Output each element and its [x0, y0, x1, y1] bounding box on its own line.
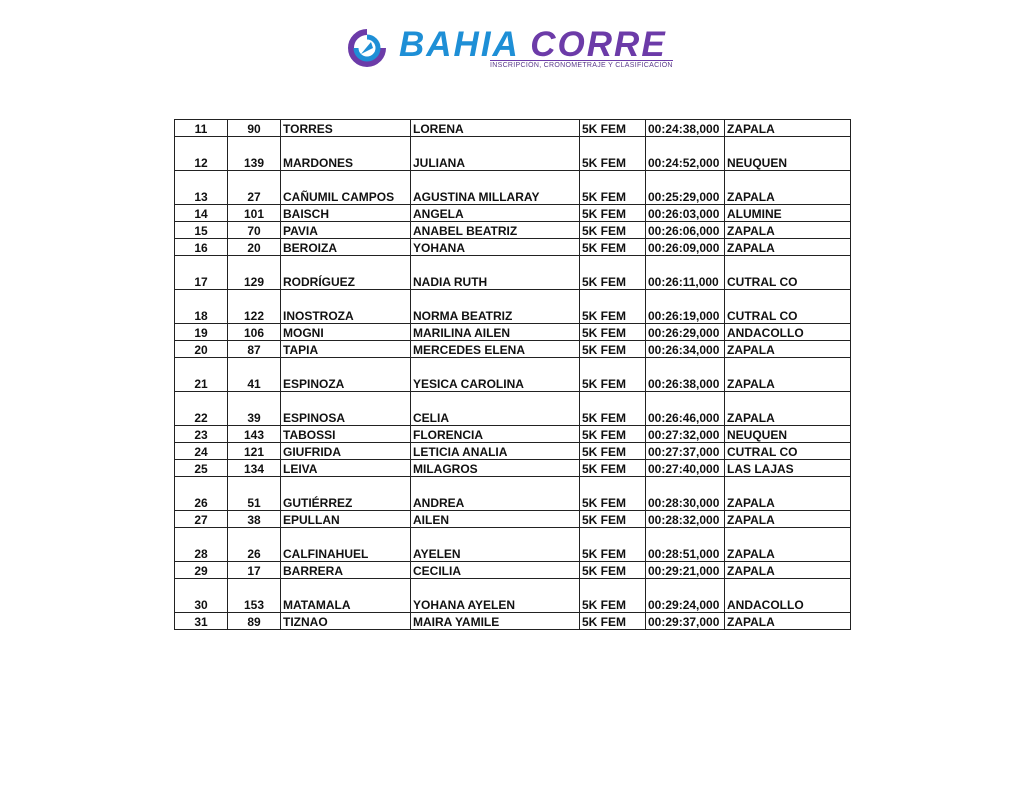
bib-cell: 121 [228, 443, 281, 460]
results-table [174, 119, 851, 630]
place-cell: 26 [175, 477, 228, 511]
category-cell: 5K FEM [580, 239, 646, 256]
name-cell: MARILINA AILEN [411, 324, 580, 341]
city-cell: ANDACOLLO [725, 324, 851, 341]
bib-cell: 153 [228, 579, 281, 613]
surname-cell: CALFINAHUEL [281, 528, 411, 562]
table-row [175, 358, 851, 392]
bib-cell: 90 [228, 120, 281, 137]
category-cell: 5K FEM [580, 460, 646, 477]
place-cell: 19 [175, 324, 228, 341]
bib-cell: 143 [228, 426, 281, 443]
city-cell: ANDACOLLO [725, 579, 851, 613]
table-row [175, 477, 851, 511]
name-cell: AYELEN [411, 528, 580, 562]
name-cell: ANABEL BEATRIZ [411, 222, 580, 239]
bib-cell: 26 [228, 528, 281, 562]
category-cell: 5K FEM [580, 290, 646, 324]
city-cell: ZAPALA [725, 511, 851, 528]
city-cell: ZAPALA [725, 613, 851, 630]
city-cell: ZAPALA [725, 358, 851, 392]
table-row [175, 324, 851, 341]
category-cell: 5K FEM [580, 205, 646, 222]
city-cell: ALUMINE [725, 205, 851, 222]
name-cell: CELIA [411, 392, 580, 426]
category-cell: 5K FEM [580, 443, 646, 460]
city-cell: ZAPALA [725, 528, 851, 562]
name-cell: JULIANA [411, 137, 580, 171]
time-cell: 00:26:34,000 [646, 341, 725, 358]
surname-cell: PAVIA [281, 222, 411, 239]
place-cell: 31 [175, 613, 228, 630]
table-row [175, 290, 851, 324]
table-row [175, 443, 851, 460]
category-cell: 5K FEM [580, 579, 646, 613]
place-cell: 16 [175, 239, 228, 256]
surname-cell: ESPINOZA [281, 358, 411, 392]
city-cell: NEUQUEN [725, 426, 851, 443]
bahia-corre-logo [347, 26, 687, 72]
city-cell: CUTRAL CO [725, 290, 851, 324]
bib-cell: 134 [228, 460, 281, 477]
table-row [175, 562, 851, 579]
table-row [175, 222, 851, 239]
logo-tagline: INSCRIPCIÓN, CRONOMETRAJE Y CLASIFICACIÓN [490, 62, 673, 69]
bib-cell: 41 [228, 358, 281, 392]
bib-cell: 101 [228, 205, 281, 222]
results-table-body [175, 120, 851, 630]
name-cell: AILEN [411, 511, 580, 528]
table-row [175, 171, 851, 205]
place-cell: 12 [175, 137, 228, 171]
table-row [175, 528, 851, 562]
time-cell: 00:24:52,000 [646, 137, 725, 171]
surname-cell: BAISCH [281, 205, 411, 222]
category-cell: 5K FEM [580, 426, 646, 443]
category-cell: 5K FEM [580, 392, 646, 426]
name-cell: YESICA CAROLINA [411, 358, 580, 392]
surname-cell: CAÑUMIL CAMPOS [281, 171, 411, 205]
time-cell: 00:29:21,000 [646, 562, 725, 579]
surname-cell: TABOSSI [281, 426, 411, 443]
place-cell: 22 [175, 392, 228, 426]
time-cell: 00:26:38,000 [646, 358, 725, 392]
surname-cell: BEROIZA [281, 239, 411, 256]
bib-cell: 38 [228, 511, 281, 528]
place-cell: 15 [175, 222, 228, 239]
time-cell: 00:29:37,000 [646, 613, 725, 630]
bib-cell: 89 [228, 613, 281, 630]
surname-cell: TAPIA [281, 341, 411, 358]
category-cell: 5K FEM [580, 324, 646, 341]
name-cell: AGUSTINA MILLARAY [411, 171, 580, 205]
category-cell: 5K FEM [580, 137, 646, 171]
place-cell: 21 [175, 358, 228, 392]
city-cell: NEUQUEN [725, 137, 851, 171]
name-cell: ANDREA [411, 477, 580, 511]
time-cell: 00:26:03,000 [646, 205, 725, 222]
bib-cell: 87 [228, 341, 281, 358]
city-cell: ZAPALA [725, 392, 851, 426]
category-cell: 5K FEM [580, 358, 646, 392]
time-cell: 00:29:24,000 [646, 579, 725, 613]
table-row [175, 256, 851, 290]
time-cell: 00:27:37,000 [646, 443, 725, 460]
city-cell: ZAPALA [725, 477, 851, 511]
category-cell: 5K FEM [580, 613, 646, 630]
category-cell: 5K FEM [580, 341, 646, 358]
surname-cell: TIZNAO [281, 613, 411, 630]
bib-cell: 20 [228, 239, 281, 256]
surname-cell: BARRERA [281, 562, 411, 579]
surname-cell: MARDONES [281, 137, 411, 171]
city-cell: ZAPALA [725, 120, 851, 137]
bib-cell: 106 [228, 324, 281, 341]
time-cell: 00:28:51,000 [646, 528, 725, 562]
place-cell: 28 [175, 528, 228, 562]
category-cell: 5K FEM [580, 256, 646, 290]
place-cell: 20 [175, 341, 228, 358]
time-cell: 00:26:29,000 [646, 324, 725, 341]
name-cell: MERCEDES ELENA [411, 341, 580, 358]
surname-cell: MATAMALA [281, 579, 411, 613]
place-cell: 25 [175, 460, 228, 477]
table-row [175, 511, 851, 528]
place-cell: 23 [175, 426, 228, 443]
bib-cell: 129 [228, 256, 281, 290]
surname-cell: TORRES [281, 120, 411, 137]
bib-cell: 39 [228, 392, 281, 426]
surname-cell: GIUFRIDA [281, 443, 411, 460]
category-cell: 5K FEM [580, 171, 646, 205]
place-cell: 29 [175, 562, 228, 579]
time-cell: 00:26:06,000 [646, 222, 725, 239]
city-cell: ZAPALA [725, 239, 851, 256]
city-cell: CUTRAL CO [725, 256, 851, 290]
surname-cell: INOSTROZA [281, 290, 411, 324]
category-cell: 5K FEM [580, 528, 646, 562]
table-row [175, 341, 851, 358]
name-cell: FLORENCIA [411, 426, 580, 443]
surname-cell: GUTIÉRREZ [281, 477, 411, 511]
runner-swirl-icon [347, 28, 387, 68]
time-cell: 00:28:30,000 [646, 477, 725, 511]
surname-cell: LEIVA [281, 460, 411, 477]
category-cell: 5K FEM [580, 477, 646, 511]
table-row [175, 239, 851, 256]
bib-cell: 51 [228, 477, 281, 511]
category-cell: 5K FEM [580, 222, 646, 239]
logo-wordmark [399, 26, 667, 64]
table-row [175, 460, 851, 477]
city-cell: ZAPALA [725, 171, 851, 205]
table-row [175, 426, 851, 443]
place-cell: 13 [175, 171, 228, 205]
time-cell: 00:26:46,000 [646, 392, 725, 426]
surname-cell: RODRÍGUEZ [281, 256, 411, 290]
name-cell: LETICIA ANALIA [411, 443, 580, 460]
name-cell: MAIRA YAMILE [411, 613, 580, 630]
time-cell: 00:27:40,000 [646, 460, 725, 477]
name-cell: NORMA BEATRIZ [411, 290, 580, 324]
name-cell: ANGELA [411, 205, 580, 222]
bib-cell: 139 [228, 137, 281, 171]
time-cell: 00:27:32,000 [646, 426, 725, 443]
logo-word-corre: CORRE [530, 25, 667, 64]
surname-cell: EPULLAN [281, 511, 411, 528]
city-cell: ZAPALA [725, 562, 851, 579]
name-cell: NADIA RUTH [411, 256, 580, 290]
name-cell: LORENA [411, 120, 580, 137]
table-row [175, 392, 851, 426]
city-cell: CUTRAL CO [725, 443, 851, 460]
category-cell: 5K FEM [580, 562, 646, 579]
name-cell: CECILIA [411, 562, 580, 579]
bib-cell: 122 [228, 290, 281, 324]
place-cell: 27 [175, 511, 228, 528]
category-cell: 5K FEM [580, 511, 646, 528]
surname-cell: ESPINOSA [281, 392, 411, 426]
place-cell: 17 [175, 256, 228, 290]
time-cell: 00:26:19,000 [646, 290, 725, 324]
name-cell: MILAGROS [411, 460, 580, 477]
place-cell: 11 [175, 120, 228, 137]
city-cell: LAS LAJAS [725, 460, 851, 477]
place-cell: 14 [175, 205, 228, 222]
table-row [175, 579, 851, 613]
bib-cell: 70 [228, 222, 281, 239]
name-cell: YOHANA [411, 239, 580, 256]
bib-cell: 17 [228, 562, 281, 579]
surname-cell: MOGNI [281, 324, 411, 341]
table-row [175, 205, 851, 222]
time-cell: 00:28:32,000 [646, 511, 725, 528]
logo-word-bahia: BAHIA [399, 25, 519, 64]
city-cell: ZAPALA [725, 341, 851, 358]
time-cell: 00:26:11,000 [646, 256, 725, 290]
time-cell: 00:26:09,000 [646, 239, 725, 256]
category-cell: 5K FEM [580, 120, 646, 137]
bib-cell: 27 [228, 171, 281, 205]
place-cell: 18 [175, 290, 228, 324]
place-cell: 30 [175, 579, 228, 613]
city-cell: ZAPALA [725, 222, 851, 239]
name-cell: YOHANA AYELEN [411, 579, 580, 613]
time-cell: 00:24:38,000 [646, 120, 725, 137]
place-cell: 24 [175, 443, 228, 460]
table-row [175, 120, 851, 137]
time-cell: 00:25:29,000 [646, 171, 725, 205]
table-row [175, 613, 851, 630]
table-row [175, 137, 851, 171]
